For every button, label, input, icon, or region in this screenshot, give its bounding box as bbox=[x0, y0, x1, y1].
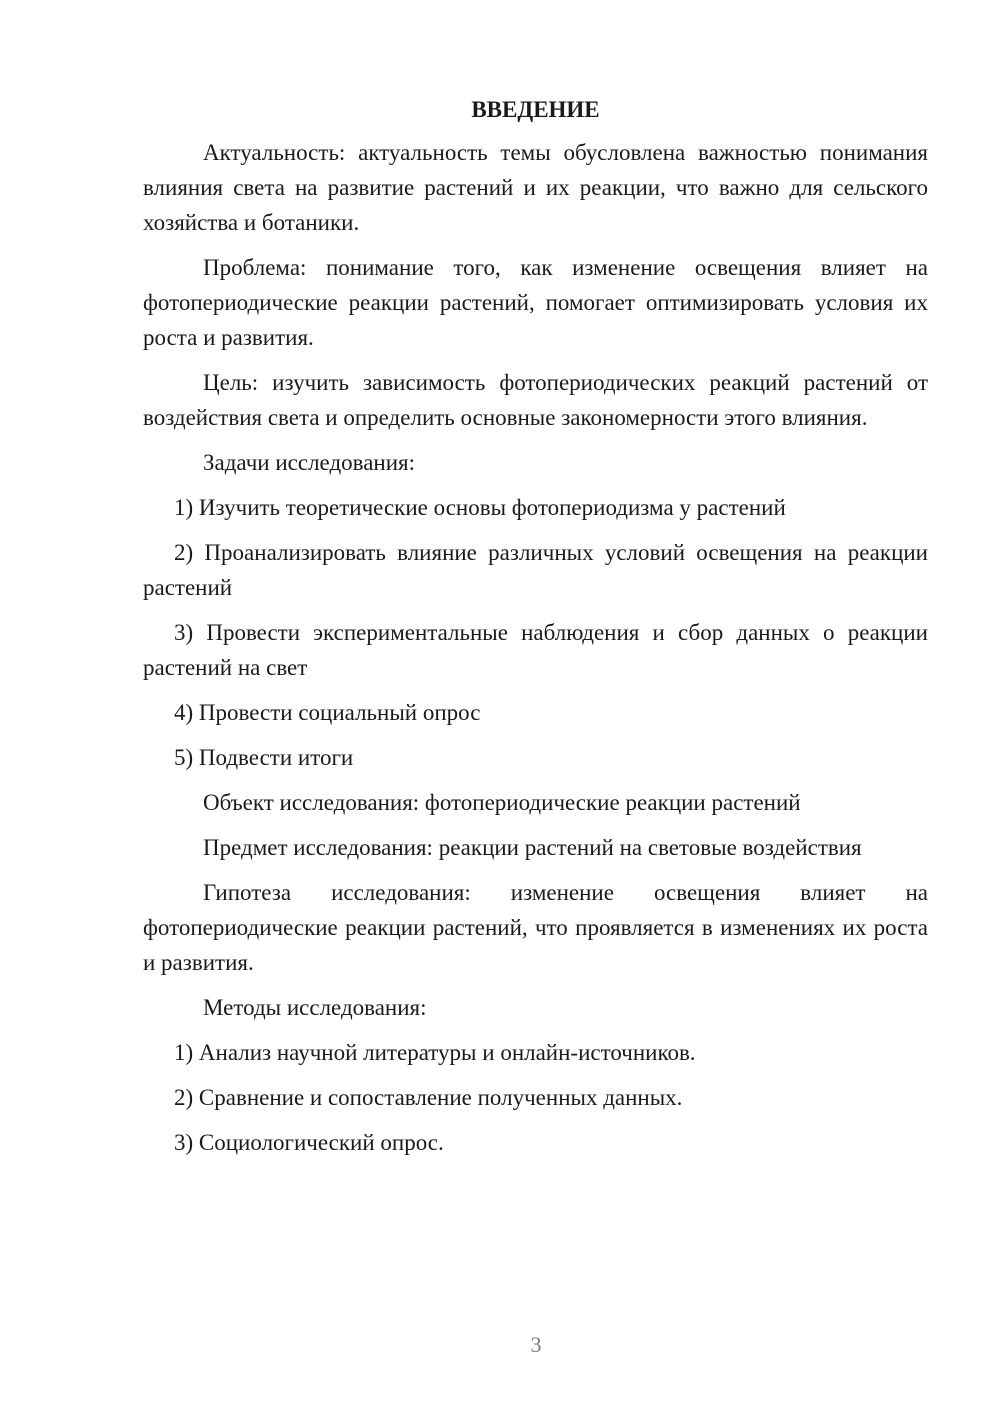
page-content bbox=[143, 92, 928, 1170]
method-item: 3) Социологический опрос. bbox=[174, 1130, 444, 1155]
task-item: 2) Проанализировать влияние различных условий освещения на реакции растений bbox=[143, 540, 928, 600]
task-item: 1) Изучить теоретические основы фотопериодизма у растений bbox=[174, 495, 786, 520]
task-item: 5) Подвести итоги bbox=[174, 745, 354, 770]
relevance-paragraph: Актуальность: актуальность темы обусловлена важностью понимания влияния света на развитие растений и их реакции, что важно для сельского хозяйства и ботаники. bbox=[143, 140, 928, 235]
research-hypothesis: Гипотеза исследования: изменение освещения влияет на фотопериодические реакции растений, что проявляется в изменениях их роста и развития. bbox=[143, 880, 928, 975]
problem-paragraph: Проблема: понимание того, как изменение освещения влияет на фотопериодические реакции растений, помогает оптимизировать условия их роста и развития. bbox=[143, 255, 928, 350]
goal-paragraph: Цель: изучить зависимость фотопериодических реакций растений от воздействия света и определить основные закономерности этого влияния. bbox=[143, 370, 928, 430]
method-item: 1) Анализ научной литературы и онлайн-источников. bbox=[174, 1040, 696, 1065]
page-number: 3 bbox=[530, 1332, 542, 1357]
method-item: 2) Сравнение и сопоставление полученных данных. bbox=[174, 1085, 683, 1110]
research-subject: Предмет исследования: реакции растений на световые воздействия bbox=[203, 835, 862, 860]
tasks-heading: Задачи исследования: bbox=[203, 450, 416, 475]
research-object: Объект исследования: фотопериодические реакции растений bbox=[203, 790, 801, 815]
task-item: 4) Провести социальный опрос bbox=[174, 700, 481, 725]
page-title: ВВЕДЕНИЕ bbox=[471, 97, 600, 122]
task-item: 3) Провести экспериментальные наблюдения и сбор данных о реакции растений на свет bbox=[143, 620, 928, 680]
methods-heading: Методы исследования: bbox=[203, 995, 427, 1020]
